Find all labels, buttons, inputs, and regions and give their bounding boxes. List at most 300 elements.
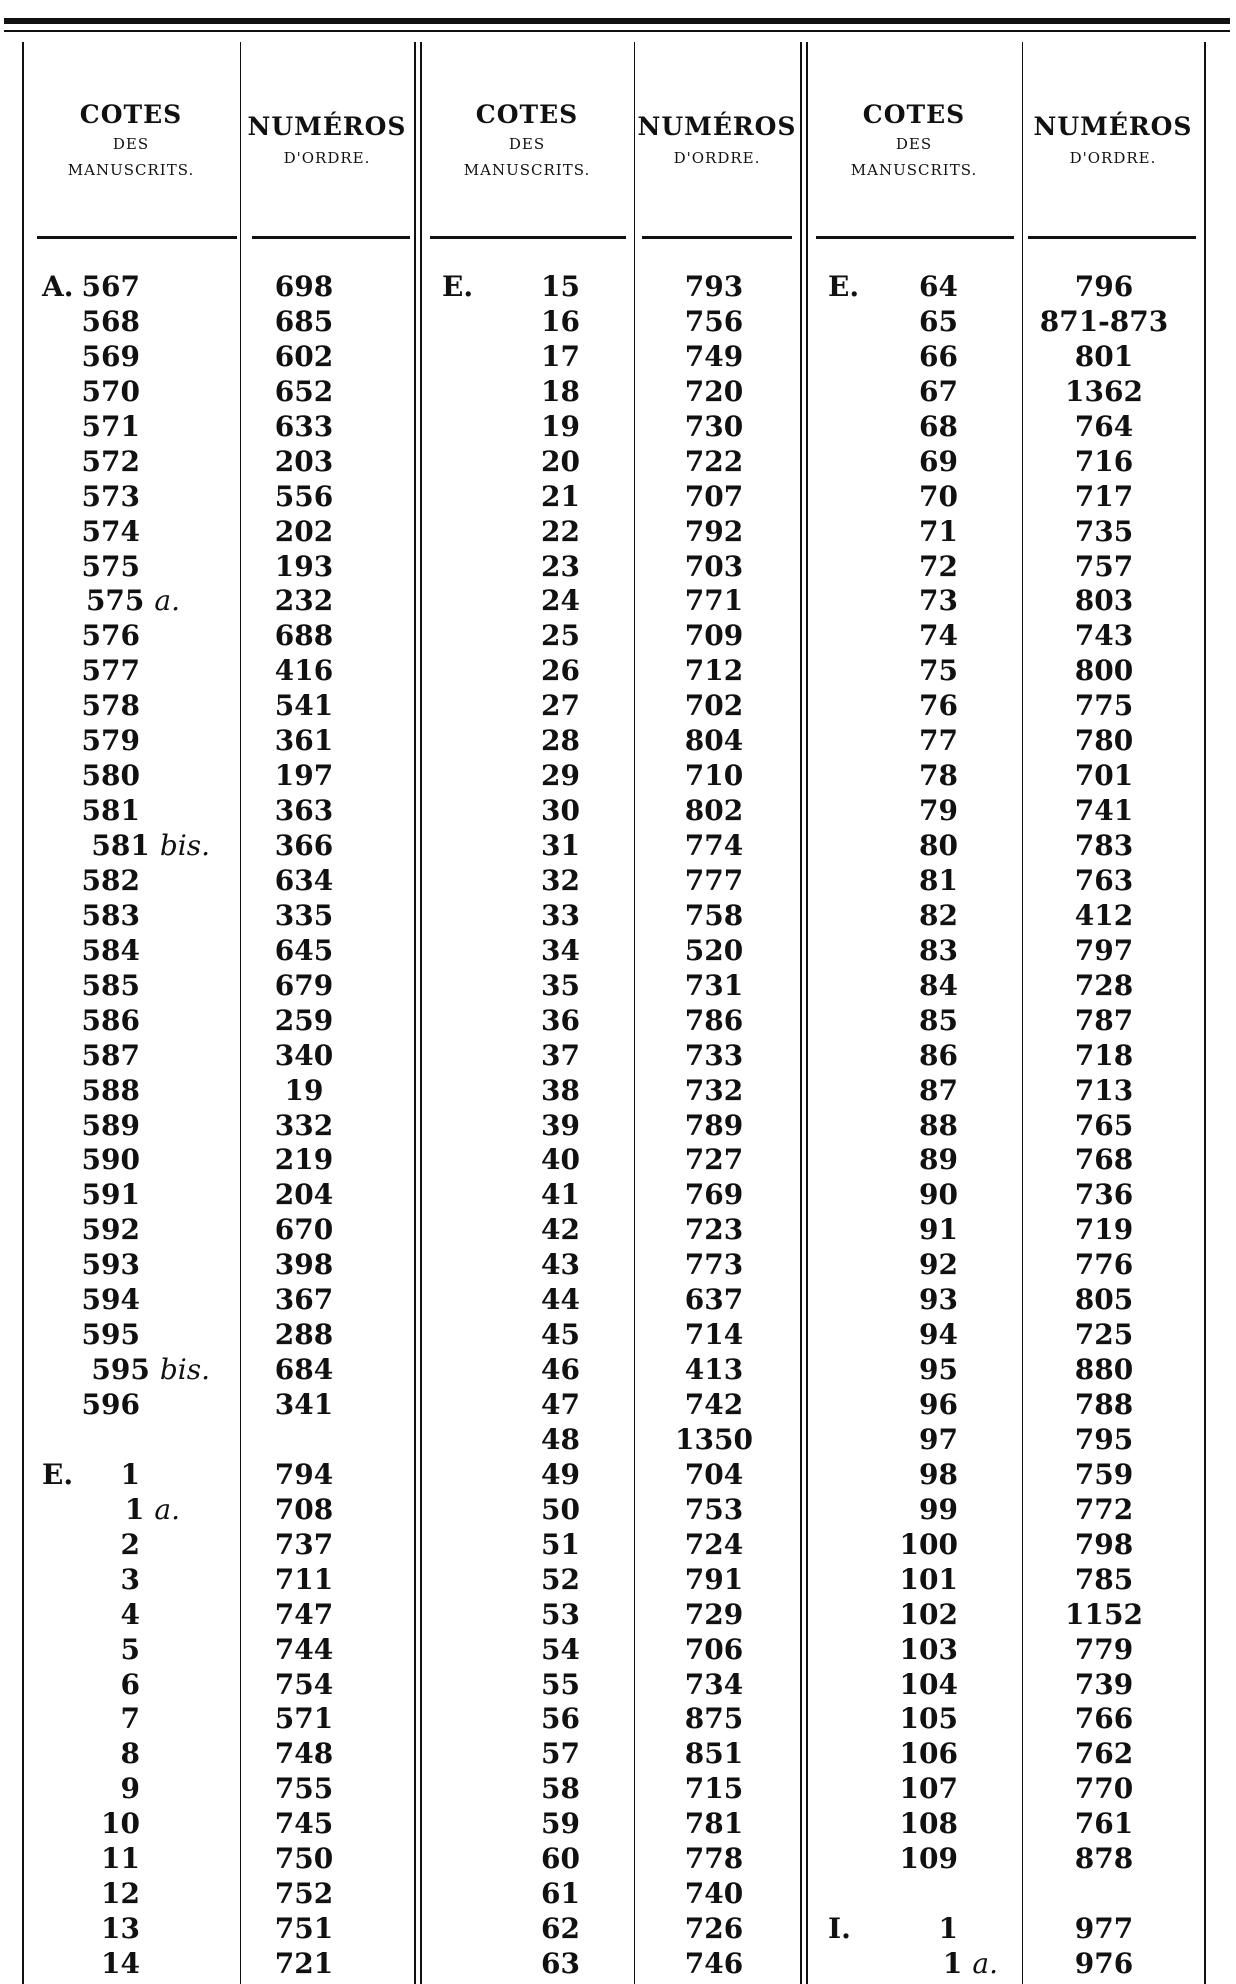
cote-cell <box>22 1458 140 1493</box>
numero-cell: 729 <box>684 1597 744 1631</box>
cote-number: 11 <box>101 1842 140 1876</box>
numero-cell: 723 <box>684 1213 744 1247</box>
table-row <box>806 934 1204 969</box>
table-row <box>420 550 800 585</box>
header-rule <box>252 236 410 239</box>
cotes-header-manuscrits: MANUSCRITS. <box>850 160 978 179</box>
cote-cell <box>806 375 958 410</box>
cote-suffix: bis. <box>159 1353 210 1387</box>
cote-number: 88 <box>919 1108 958 1142</box>
table-row <box>420 1039 800 1074</box>
table-row <box>22 1143 414 1178</box>
numero-cell: 805 <box>1074 1283 1134 1317</box>
cote-number: 59 <box>541 1807 580 1841</box>
table-row <box>420 1004 800 1039</box>
table-row <box>420 619 800 654</box>
table-row <box>806 584 1204 619</box>
cote-number: 47 <box>541 1388 580 1421</box>
numero-cell: 727 <box>684 1143 744 1177</box>
cote-cell <box>806 410 958 445</box>
table-row <box>22 969 414 1004</box>
numero-cell: 770 <box>1074 1772 1134 1806</box>
table-row <box>420 1213 800 1248</box>
cote-cell <box>420 1598 580 1633</box>
cote-number: 31 <box>541 829 580 862</box>
cote-number: 49 <box>541 1457 580 1491</box>
cote-number: 32 <box>541 863 580 897</box>
numero-cell: 708 <box>274 1492 334 1526</box>
cote-number: 590 <box>81 1143 140 1177</box>
numero-cell: 416 <box>274 654 334 688</box>
cote-number: 1 <box>124 1492 145 1526</box>
cote-cell <box>806 1633 958 1668</box>
cote-cell <box>420 1353 580 1388</box>
cote-number: 585 <box>81 968 140 1002</box>
numero-cell: 739 <box>1074 1667 1134 1701</box>
numero-cell: 747 <box>274 1597 334 1631</box>
cote-number: 4 <box>120 1597 140 1631</box>
cote-cell <box>22 1598 140 1633</box>
numero-cell: 363 <box>274 794 334 828</box>
cote-cell <box>22 1877 140 1912</box>
numero-cell: 755 <box>274 1772 334 1806</box>
cote-cell <box>420 759 580 794</box>
table-group-3 <box>806 48 1204 1984</box>
cote-cell <box>22 410 140 445</box>
table-row <box>806 1143 1204 1178</box>
numero-cell: 709 <box>684 619 744 653</box>
series-prefix: E. <box>828 270 860 303</box>
table-row <box>22 759 414 794</box>
numero-cell: 750 <box>274 1842 334 1876</box>
table-row <box>420 270 800 305</box>
table-rows <box>420 270 800 1982</box>
cote-number: 44 <box>541 1283 580 1317</box>
cote-number: 20 <box>541 444 580 478</box>
cote-cell <box>420 1912 580 1947</box>
numero-cell: 652 <box>274 374 334 408</box>
numero-cell: 716 <box>1074 444 1134 478</box>
table-row <box>420 1633 800 1668</box>
cote-cell <box>806 619 958 654</box>
cote-cell <box>22 1074 140 1109</box>
table-row <box>22 1004 414 1039</box>
cote-cell <box>22 1528 140 1563</box>
table-row <box>806 375 1204 410</box>
cote-number: 10 <box>101 1807 140 1841</box>
cote-number: 40 <box>541 1143 580 1177</box>
cote-suffix: a. <box>154 1492 180 1526</box>
table-row <box>806 619 1204 654</box>
numero-cell: 361 <box>274 724 334 758</box>
cote-number: 53 <box>541 1597 580 1631</box>
cote-cell <box>22 550 140 585</box>
header-rule <box>816 236 1014 239</box>
cote-number: 50 <box>541 1492 580 1526</box>
cote-number: 52 <box>541 1562 580 1596</box>
cote-number: 28 <box>541 724 580 758</box>
cote-number: 64 <box>919 270 958 303</box>
cote-cell <box>22 1248 140 1283</box>
cote-number: 19 <box>541 409 580 443</box>
table-row <box>22 1877 414 1912</box>
cote-number: 97 <box>919 1422 958 1456</box>
cote-number: 54 <box>541 1632 580 1666</box>
numero-cell: 794 <box>274 1457 334 1491</box>
table-row <box>420 1353 800 1388</box>
table-row <box>806 1248 1204 1283</box>
cote-cell <box>420 1493 580 1528</box>
cote-cell <box>806 1528 958 1563</box>
numero-cell: 761 <box>1074 1807 1134 1841</box>
cote-number: 102 <box>899 1597 958 1631</box>
cote-cell <box>420 619 580 654</box>
cote-number: 73 <box>919 584 958 618</box>
table-row <box>420 305 800 340</box>
cotes-header-title: COTES <box>79 99 183 129</box>
cote-number: 39 <box>541 1108 580 1142</box>
cote-cell <box>806 1074 958 1109</box>
table-row <box>420 1248 800 1283</box>
cote-cell <box>806 1213 958 1248</box>
table-row <box>22 1772 414 1807</box>
cote-cell <box>22 654 140 689</box>
numero-cell: 688 <box>274 619 334 653</box>
cote-cell <box>22 619 140 654</box>
cote-number: 58 <box>541 1772 580 1806</box>
cote-cell <box>22 1213 140 1248</box>
table-row <box>420 759 800 794</box>
table-right-border <box>1204 42 1206 1984</box>
cote-cell <box>22 934 140 969</box>
cote-number: 596 <box>81 1388 140 1421</box>
table-row <box>806 1598 1204 1633</box>
table-row <box>22 1737 414 1772</box>
cote-cell <box>806 934 958 969</box>
numero-cell: 741 <box>1074 794 1134 828</box>
numero-cell: 730 <box>684 409 744 443</box>
table-row <box>806 1737 1204 1772</box>
header-rule <box>37 236 237 239</box>
table-row <box>420 829 800 864</box>
cote-number: 6 <box>120 1667 140 1701</box>
numero-cell: 851 <box>684 1737 744 1771</box>
table-row <box>22 1633 414 1668</box>
table-row <box>420 375 800 410</box>
cote-number: 80 <box>919 829 958 862</box>
numero-cell: 731 <box>684 968 744 1002</box>
numero-cell: 685 <box>274 304 334 338</box>
numero-cell: 717 <box>1074 479 1134 513</box>
numero-cell: 789 <box>684 1108 744 1142</box>
top-rule-thin <box>4 30 1230 32</box>
numero-cell: 712 <box>684 654 744 688</box>
cote-cell <box>420 899 580 934</box>
numero-cell: 204 <box>274 1178 334 1212</box>
numero-cell: 796 <box>1074 270 1134 303</box>
cote-number: 574 <box>81 514 140 548</box>
cote-cell <box>420 1423 580 1458</box>
numeros-header-title: NUMÉROS <box>247 111 407 141</box>
cote-cell <box>420 515 580 550</box>
numero-cell: 788 <box>1074 1388 1134 1421</box>
cote-number: 67 <box>919 374 958 408</box>
cote-number: 71 <box>919 514 958 548</box>
table-row <box>22 794 414 829</box>
cote-cell <box>22 1143 140 1178</box>
cote-cell <box>806 654 958 689</box>
numero-cell: 745 <box>274 1807 334 1841</box>
table-row <box>806 340 1204 375</box>
cote-cell <box>806 969 958 1004</box>
table-row <box>420 1912 800 1947</box>
cotes-header-manuscrits: MANUSCRITS. <box>67 160 195 179</box>
cote-number: 94 <box>919 1318 958 1352</box>
cote-number: 92 <box>919 1248 958 1282</box>
numero-cell: 769 <box>684 1178 744 1212</box>
cote-number: 68 <box>919 409 958 443</box>
cote-number: 1 <box>938 1912 958 1946</box>
numero-cell: 875 <box>684 1702 744 1736</box>
numero-cell: 774 <box>684 829 744 862</box>
table-row <box>806 654 1204 689</box>
cote-number: 8 <box>120 1737 140 1771</box>
cote-cell <box>420 584 580 619</box>
cote-cell <box>806 340 958 375</box>
cote-cell <box>420 969 580 1004</box>
cote-cell <box>420 1213 580 1248</box>
numero-cell: 756 <box>684 304 744 338</box>
cote-suffix: a. <box>154 584 180 618</box>
cote-number: 95 <box>919 1353 958 1387</box>
table-row <box>22 1178 414 1213</box>
cote-cell <box>22 864 140 899</box>
table-row <box>420 1388 800 1423</box>
numero-cell: 795 <box>1074 1422 1134 1456</box>
cote-cell <box>22 1702 140 1737</box>
cote-number: 24 <box>541 584 580 618</box>
cote-cell <box>806 1353 958 1388</box>
cote-cell <box>420 1248 580 1283</box>
numeros-header <box>634 48 800 230</box>
numero-cell: 698 <box>274 270 334 303</box>
table-row <box>22 724 414 759</box>
cote-number: 18 <box>541 374 580 408</box>
series-prefix: I. <box>828 1912 851 1946</box>
numero-cell: 786 <box>684 1003 744 1037</box>
cote-number: 62 <box>541 1912 580 1946</box>
table-row <box>420 480 800 515</box>
numero-cell: 602 <box>274 339 334 373</box>
cote-cell <box>420 1074 580 1109</box>
cote-cell <box>420 375 580 410</box>
cote-cell <box>420 934 580 969</box>
table-row <box>420 934 800 969</box>
cote-number: 84 <box>919 968 958 1002</box>
table-row <box>806 1842 1204 1877</box>
table-row <box>22 1842 414 1877</box>
cote-number: 576 <box>81 619 140 653</box>
cote-number: 51 <box>541 1527 580 1561</box>
cote-number: 580 <box>81 759 140 793</box>
cote-number: 594 <box>81 1283 140 1317</box>
numero-cell: 707 <box>684 479 744 513</box>
numero-cell: 737 <box>274 1527 334 1561</box>
numero-cell: 753 <box>684 1492 744 1526</box>
cote-cell <box>22 270 140 305</box>
table-row <box>806 1807 1204 1842</box>
numero-cell: 193 <box>274 549 334 583</box>
numeros-header-title: NUMÉROS <box>1033 111 1193 141</box>
numero-cell: 259 <box>274 1003 334 1037</box>
cote-cell <box>22 689 140 724</box>
cote-number: 93 <box>919 1283 958 1317</box>
cote-number: 103 <box>899 1632 958 1666</box>
cote-cell <box>806 1004 958 1039</box>
numero-cell: 645 <box>274 933 334 967</box>
cote-number: 591 <box>81 1178 140 1212</box>
table-row <box>806 1458 1204 1493</box>
numero-cell: 749 <box>684 339 744 373</box>
numero-cell: 748 <box>274 1737 334 1771</box>
numero-cell: 734 <box>684 1667 744 1701</box>
cote-number: 581 <box>81 794 140 828</box>
cote-cell <box>420 1528 580 1563</box>
cote-cell <box>806 1493 958 1528</box>
table-row <box>420 899 800 934</box>
cote-cell <box>420 1563 580 1598</box>
cote-number: 5 <box>120 1632 140 1666</box>
cote-number: 109 <box>899 1842 958 1876</box>
cote-cell <box>22 1947 140 1982</box>
table-row <box>806 1633 1204 1668</box>
numero-cell: 764 <box>1074 409 1134 443</box>
cote-cell <box>22 794 140 829</box>
numero-cell: 976 <box>1074 1947 1134 1980</box>
table-row <box>806 550 1204 585</box>
cote-cell <box>420 724 580 759</box>
numero-cell: 776 <box>1074 1248 1134 1282</box>
numero-cell: 802 <box>684 794 744 828</box>
cotes-header-title: COTES <box>475 99 579 129</box>
numero-cell: 341 <box>274 1388 334 1421</box>
cote-number: 72 <box>919 549 958 583</box>
numero-cell: 744 <box>274 1632 334 1666</box>
cote-cell <box>22 375 140 410</box>
table-row <box>420 864 800 899</box>
cote-cell <box>22 1912 140 1947</box>
cote-cell <box>22 1737 140 1772</box>
cote-cell <box>420 1039 580 1074</box>
numero-cell: 751 <box>274 1912 334 1946</box>
numero-cell: 780 <box>1074 724 1134 758</box>
numero-cell: 783 <box>1074 829 1134 862</box>
cote-cell <box>420 1109 580 1144</box>
table-row <box>806 410 1204 445</box>
numero-cell: 728 <box>1074 968 1134 1002</box>
cote-number: 573 <box>81 479 140 513</box>
cote-number: 592 <box>81 1213 140 1247</box>
numeros-header-title: NUMÉROS <box>637 111 797 141</box>
cote-cell <box>22 1807 140 1842</box>
table-row <box>22 550 414 585</box>
cote-cell <box>806 724 958 759</box>
cote-number: 101 <box>899 1562 958 1596</box>
table-row <box>806 1668 1204 1703</box>
numero-cell: 732 <box>684 1073 744 1107</box>
numero-cell: 726 <box>684 1912 744 1946</box>
table-row <box>22 1109 414 1144</box>
numero-cell: 743 <box>1074 619 1134 653</box>
table-row <box>806 515 1204 550</box>
numero-cell: 742 <box>684 1388 744 1421</box>
table-row <box>420 445 800 480</box>
cote-cell <box>420 1143 580 1178</box>
cotes-header-title: COTES <box>862 99 966 129</box>
cote-number: 90 <box>919 1178 958 1212</box>
cote-cell <box>420 445 580 480</box>
numero-cell: 710 <box>684 759 744 793</box>
table-row <box>420 689 800 724</box>
numero-cell: 332 <box>274 1108 334 1142</box>
cote-number: 26 <box>541 654 580 688</box>
numero-cell: 766 <box>1074 1702 1134 1736</box>
table-row <box>806 1004 1204 1039</box>
cote-cell <box>22 515 140 550</box>
cote-cell <box>420 340 580 375</box>
numero-cell: 803 <box>1074 584 1134 618</box>
table-row <box>22 689 414 724</box>
cote-cell <box>806 550 958 585</box>
table-row <box>22 1248 414 1283</box>
cote-number: 70 <box>919 479 958 513</box>
cote-cell <box>22 1039 140 1074</box>
table-row <box>22 1563 414 1598</box>
series-prefix: E. <box>442 270 474 303</box>
table-row <box>806 864 1204 899</box>
numero-cell: 679 <box>274 968 334 1002</box>
cote-cell <box>806 1807 958 1842</box>
table-row <box>806 689 1204 724</box>
series-prefix: E. <box>42 1457 74 1491</box>
numero-cell: 520 <box>684 933 744 967</box>
cote-number: 17 <box>541 339 580 373</box>
cote-number: 106 <box>899 1737 958 1771</box>
table-group-2 <box>420 48 800 1984</box>
cote-number: 65 <box>919 304 958 338</box>
numero-cell: 684 <box>274 1353 334 1387</box>
cote-number: 27 <box>541 689 580 723</box>
table-row <box>806 759 1204 794</box>
numero-cell: 735 <box>1074 514 1134 548</box>
numero-cell: 1350 <box>675 1422 753 1456</box>
table-row <box>806 899 1204 934</box>
cote-number: 595 <box>91 1353 150 1387</box>
cote-number: 35 <box>541 968 580 1002</box>
numero-cell: 541 <box>274 689 334 723</box>
cote-number: 98 <box>919 1457 958 1491</box>
cote-cell <box>806 1143 958 1178</box>
numero-cell: 759 <box>1074 1457 1134 1491</box>
cotes-header <box>22 48 240 230</box>
cote-cell <box>22 1388 140 1423</box>
table-group-1 <box>22 48 414 1984</box>
table-rows <box>806 270 1204 1982</box>
table-row <box>420 1074 800 1109</box>
cote-cell <box>806 1772 958 1807</box>
cote-number: 567 <box>81 270 140 303</box>
numeros-header-ordre: D'ORDRE. <box>1069 148 1157 167</box>
